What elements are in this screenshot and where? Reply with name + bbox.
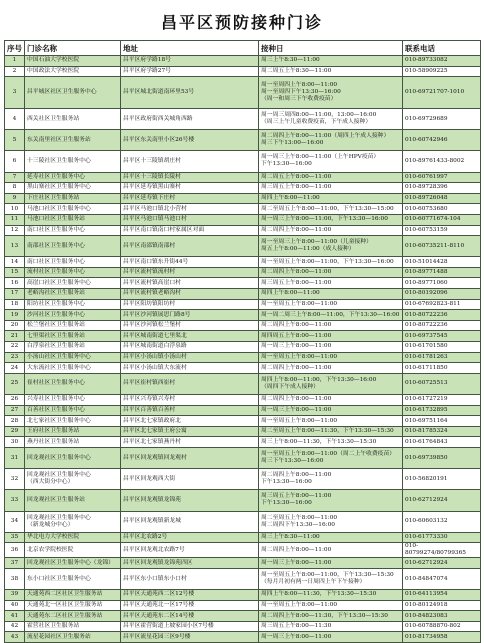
row-number: 28	[5, 416, 25, 427]
row-number: 12	[5, 225, 25, 236]
table-row	[5, 611, 481, 622]
clinic-phone: 010-81785324	[403, 426, 481, 437]
row-number: 7	[5, 172, 25, 183]
vaccination-days: 周一周三上午8:00—11:00	[259, 405, 403, 416]
row-number: 9	[5, 193, 25, 204]
vaccination-days: 周一至周五上午8:00—11:00	[259, 416, 403, 427]
clinic-name: 天通苑北一区社区卫生服务站	[25, 600, 121, 611]
row-number: 15	[5, 267, 25, 278]
vaccination-days: 周二周四上午8:00—11:00	[259, 543, 403, 558]
row-number: 35	[5, 532, 25, 543]
row-number: 26	[5, 395, 25, 406]
table-row	[5, 590, 481, 601]
clinic-address: 昌平区十三陵镇长陵村	[121, 172, 259, 183]
table-row	[5, 469, 481, 490]
clinic-name: 白浮泉社区卫生服务站	[25, 342, 121, 353]
vaccination-days: 周二周四上午8:00—11:30，下午13:30—15:30	[259, 611, 403, 622]
clinic-name: 东关南里社区卫生服务站	[25, 130, 121, 151]
clinic-phone: 010-61701580	[403, 342, 481, 353]
row-number: 34	[5, 511, 25, 532]
row-number: 3	[5, 77, 25, 109]
clinic-phone: 010-60761997	[403, 172, 481, 183]
vaccination-days: 周二周五上午8:00—11:00	[259, 172, 403, 183]
row-number: 42	[5, 621, 25, 632]
table-row	[5, 568, 481, 589]
clinic-phone: 010-61764843	[403, 437, 481, 448]
vaccination-days: 周一周三上午8:00—11:00	[259, 632, 403, 643]
table-row	[5, 310, 481, 321]
vaccination-days: 周一至周四上午8:00—11:00 周一至周四下午13:30—16:00 （周一和周三下午收费疫苗）	[259, 77, 403, 109]
clinic-name: 霍营社区卫生服务站	[25, 621, 121, 632]
clinic-name: 北京农学院校医院	[25, 543, 121, 558]
clinic-name: 回龙观社区卫生服务中心	[25, 447, 121, 468]
clinic-phone: 010-64113954	[403, 590, 481, 601]
row-number: 13	[5, 236, 25, 257]
vaccination-days: 周四上午8:00—11:00	[259, 193, 403, 204]
clinic-address: 昌平区百善镇百善村	[121, 405, 259, 416]
clinic-phone: 010-60725513	[403, 373, 481, 394]
clinic-name: 兴寿社区卫生服务中心	[25, 395, 121, 406]
clinic-table	[4, 40, 481, 643]
clinic-name: 南邵社区卫生服务中心	[25, 236, 121, 257]
clinic-address: 昌平区天通苑北一区17号楼	[121, 600, 259, 611]
table-row	[5, 373, 481, 394]
table-row	[5, 437, 481, 448]
row-number: 24	[5, 363, 25, 374]
row-number: 33	[5, 490, 25, 511]
clinic-address: 昌平区南口镇东升街44号	[121, 257, 259, 268]
clinic-address: 昌平区沙河镇松兰堡村	[121, 320, 259, 331]
clinic-name: 延寿社区卫生服务中心	[25, 172, 121, 183]
table-row	[5, 511, 481, 532]
clinic-name: 黑山寨社区卫生服务中心	[25, 183, 121, 194]
table-row	[5, 77, 481, 109]
clinic-address: 昌平区东小口镇东小口村	[121, 568, 259, 589]
clinic-phone: 010-60753680	[403, 204, 481, 215]
vaccination-days: 周三周五上午8:00—11:00	[259, 183, 403, 194]
clinic-name: 北七家社区卫生服务中心	[25, 416, 121, 427]
clinic-phone: 010-89761433-8002	[403, 151, 481, 172]
clinic-address: 昌平区政府街西关城角西路	[121, 108, 259, 129]
table-row	[5, 278, 481, 289]
clinic-name: 回龙观社区卫生服务站	[25, 490, 121, 511]
vaccination-days: 周一至周五上午8:00—11:00	[259, 352, 403, 363]
table-row	[5, 543, 481, 558]
row-number: 25	[5, 373, 25, 394]
vaccination-days: 周二周四上午8:00—11:00	[259, 225, 403, 236]
vaccination-days: 周四上午8:00—11:30，下午13:30—15:30	[259, 590, 403, 601]
vaccination-days: 周四上午8:00—11:00	[259, 289, 403, 300]
row-number: 6	[5, 151, 25, 172]
clinic-address: 昌平区马池口镇马池口村	[121, 214, 259, 225]
clinic-phone: 010-61773330	[403, 532, 481, 543]
clinic-phone: 010-60735211-8110	[403, 236, 481, 257]
vaccination-days: 周一至周五上午8:00—11:00，下午13:30—15:30 （每月月初有两一日周四上午下午接种）	[259, 568, 403, 589]
table-row	[5, 426, 481, 437]
row-number: 1	[5, 56, 25, 67]
vaccination-days: 周二周四上午8:00—11:00	[259, 320, 403, 331]
table-row	[5, 532, 481, 543]
vaccination-days: 周三周五上午8:00—11:30	[259, 621, 403, 632]
vaccination-days: 周三周五上午8:00—11:00 下午13:30—16:00	[259, 490, 403, 511]
clinic-phone: 010-61711850	[403, 363, 481, 374]
table-row	[5, 632, 481, 643]
clinic-address: 昌平区天通苑东二区14号楼	[121, 611, 259, 622]
clinic-address: 昌平区沙河镇展思门路8号	[121, 310, 259, 321]
clinic-address: 昌平区城北街道南环里53号	[121, 77, 259, 109]
row-number: 5	[5, 130, 25, 151]
page-title: 昌平区预防接种门诊	[160, 13, 323, 32]
clinic-name: 回龙观社区卫生服务中心 （新龙城分中心）	[25, 511, 121, 532]
row-number: 31	[5, 447, 25, 468]
row-number: 23	[5, 352, 25, 363]
table-row	[5, 56, 481, 67]
table-row	[5, 257, 481, 268]
row-number: 11	[5, 214, 25, 225]
clinic-phone: 010-84847074	[403, 568, 481, 589]
clinic-name: 沙河社区卫生服务中心	[25, 310, 121, 321]
clinic-address: 昌平区南口镇南口村家属区对面	[121, 225, 259, 236]
clinic-address: 昌平区延寿镇下庄村	[121, 193, 259, 204]
clinic-phone: 010-80799274/80799365	[403, 543, 481, 558]
row-number: 2	[5, 66, 25, 77]
vaccination-days: 周一周三上午8:00—11:00（上午HPV疫苗） 下午13:30—16:00	[259, 151, 403, 172]
clinic-name: 老峪沟社区卫生服务站	[25, 289, 121, 300]
clinic-name: 西关社区卫生服务站	[25, 108, 121, 129]
clinic-name: 南口社区卫生服务中心	[25, 225, 121, 236]
clinic-phone: 010-61781263	[403, 352, 481, 363]
row-number: 16	[5, 278, 25, 289]
table-row	[5, 66, 481, 77]
table-row	[5, 416, 481, 427]
vaccination-days: 周二周四上午8:00—11:00	[259, 363, 403, 374]
table-row	[5, 183, 481, 194]
clinic-phone: 010-84823083	[403, 611, 481, 622]
clinic-address: 昌平区回龙观镇龙锦苑四区	[121, 558, 259, 569]
clinic-address: 昌平区流村镇老峪沟村	[121, 289, 259, 300]
clinic-name: 七里渠社区卫生服务站	[25, 331, 121, 342]
table-row	[5, 331, 481, 342]
clinic-name: 小汤山社区卫生服务中心	[25, 352, 121, 363]
clinic-address: 昌平区城南街道白浮泉路	[121, 342, 259, 353]
clinic-address: 昌平区流村镇高崖口村	[121, 278, 259, 289]
vaccination-days: 周一周三上午8:00—11:00	[259, 558, 403, 569]
table-row	[5, 214, 481, 225]
table-row	[5, 363, 481, 374]
clinic-name: 东小口社区卫生服务中心	[25, 568, 121, 589]
header-address: 地址	[121, 41, 259, 56]
table-row	[5, 130, 481, 151]
clinic-phone: 010-60753159	[403, 225, 481, 236]
clinic-name: 松兰堡社区卫生服务站	[25, 320, 121, 331]
clinic-phone: 010-89771488	[403, 267, 481, 278]
clinic-name: 燕丹社区卫生服务站	[25, 437, 121, 448]
clinic-name: 阳坊社区卫生服务中心	[25, 299, 121, 310]
vaccination-days: 周一至周五上午8:00—11:00，下午13:30—16:00	[259, 257, 403, 268]
clinic-name: 华北电力大学校医院	[25, 532, 121, 543]
clinic-name: 天通苑西二区社区卫生服务站	[25, 590, 121, 601]
vaccination-days: 周一周三周四8:00—11:00，13:00—16:00 （周三上午儿童收费疫苗，下午成人接种）	[259, 108, 403, 129]
clinic-phone: 010-62712924	[403, 490, 481, 511]
clinic-phone: 010-67692823-811	[403, 299, 481, 310]
vaccination-days: 周二至周五上午8:00—11:00，下午13:30—15:00	[259, 204, 403, 215]
clinic-name: 百善社区卫生服务中心	[25, 405, 121, 416]
clinic-name: 王府社区卫生服务站	[25, 426, 121, 437]
vaccination-days: 周一周三上午8:00—11:00	[259, 342, 403, 353]
vaccination-days: 周二周四上午8:00—11:00	[259, 267, 403, 278]
table-row	[5, 558, 481, 569]
clinic-address: 昌平区府学路18号	[121, 56, 259, 67]
clinic-address: 昌平区小汤山镇大东流村	[121, 363, 259, 374]
header-clinic-name: 门诊名称	[25, 41, 121, 56]
table-row	[5, 395, 481, 406]
vaccination-days: 周二至周五上午8:00—11:00 周二周四下午13:30—16:00	[259, 511, 403, 532]
clinic-name: 高崖口社区卫生服务中心	[25, 278, 121, 289]
vaccination-days: 周三上午8:30—11:00	[259, 56, 403, 67]
clinic-phone: 010-80124918	[403, 600, 481, 611]
header-number: 序号	[5, 41, 25, 56]
clinic-phone: 010-60788870-802	[403, 621, 481, 632]
clinic-phone: 010-80722236	[403, 310, 481, 321]
clinic-phone: 010-69751164	[403, 416, 481, 427]
clinic-name: 崔村社区卫生服务中心	[25, 373, 121, 394]
vaccination-days: 周二周五上午8:30—11:00	[259, 66, 403, 77]
clinic-phone: 010-89726048	[403, 193, 481, 204]
row-number: 32	[5, 469, 25, 490]
row-number: 18	[5, 299, 25, 310]
row-number: 4	[5, 108, 25, 129]
row-number: 36	[5, 543, 25, 558]
vaccination-days: 周三上午8:30—11:00	[259, 532, 403, 543]
clinic-address: 昌平区回龙观镇新龙城	[121, 511, 259, 532]
row-number: 27	[5, 405, 25, 416]
table-row	[5, 172, 481, 183]
table-row	[5, 225, 481, 236]
clinic-phone: 010-69739850	[403, 447, 481, 468]
row-number: 10	[5, 204, 25, 215]
clinic-phone: 010-61732895	[403, 405, 481, 416]
clinic-phone: 010-56820191	[403, 469, 481, 490]
table-row	[5, 193, 481, 204]
vaccination-days: 周一至周五上午8:00—11:00（周二上午收费疫苗） 周三下午13:30—16:00	[259, 447, 403, 468]
clinic-address: 昌平区流村镇流村村	[121, 267, 259, 278]
table-row	[5, 490, 481, 511]
clinic-address: 昌平区小汤山镇小汤山村	[121, 352, 259, 363]
row-number: 30	[5, 437, 25, 448]
header-vaccination-days: 接种日	[259, 41, 403, 56]
clinic-phone: 010-60742946	[403, 130, 481, 151]
clinic-phone: 010-89733082	[403, 56, 481, 67]
clinic-phone: 010-62712924	[403, 558, 481, 569]
row-number: 8	[5, 183, 25, 194]
table-row	[5, 405, 481, 416]
clinic-address: 昌平区流星花园三区9号楼	[121, 632, 259, 643]
vaccination-days: 周三周五上午8:00—11:00	[259, 278, 403, 289]
clinic-address: 昌平区回龙观镇龙锦苑	[121, 490, 259, 511]
table-row	[5, 352, 481, 363]
clinic-address: 昌平区崔村镇西崔村	[121, 373, 259, 394]
vaccination-days: 周四周五上午8:00—11:00	[259, 331, 403, 342]
vaccination-days: 周一周二周三上午8:00—11:00，下午13:30—16:00	[259, 310, 403, 321]
vaccination-days: 周二周四上午8:00—11:00（周四上午成人接种） 周三下午13:00—16:00	[259, 130, 403, 151]
clinic-name: 回龙观社区卫生服务中心 （西大街分中心）	[25, 469, 121, 490]
vaccination-days: 周一至周三上午8:00—11:00（儿童接种） 周五上午8:00—11:00（成人接种）	[259, 236, 403, 257]
table-body	[5, 56, 481, 643]
clinic-address: 昌平区回龙观北农路7号	[121, 543, 259, 558]
clinic-address: 昌平区延寿镇黑山寨村	[121, 183, 259, 194]
clinic-address: 昌平区天通苑西二区12号楼	[121, 590, 259, 601]
clinic-address: 昌平区马池口镇北小营村	[121, 204, 259, 215]
clinic-phone: 010-58909225	[403, 66, 481, 77]
clinic-address: 昌平区城南街道七里渠北	[121, 331, 259, 342]
clinic-name: 中国政法大学校医院	[25, 66, 121, 77]
vaccination-days: 周二周四上午8:00—11:00 下午13:30—16:00	[259, 469, 403, 490]
clinic-phone: 010-51014428	[403, 257, 481, 268]
vaccination-days: 周一周三上午8:00—11:00，下午13:30—16:00	[259, 214, 403, 225]
table-row	[5, 342, 481, 353]
clinic-phone: 010-80192096	[403, 289, 481, 300]
header-phone: 联系电话	[403, 41, 481, 56]
clinic-phone: 010-81734958	[403, 632, 481, 643]
clinic-address: 昌平区阳坊镇阳坊村	[121, 299, 259, 310]
clinic-address: 昌平区十三陵镇胡庄村	[121, 151, 259, 172]
table-row	[5, 299, 481, 310]
clinic-address: 昌平区北七家镇燕丹村	[121, 437, 259, 448]
clinic-address: 昌平区府学路27号	[121, 66, 259, 77]
clinic-name: 天通苑东二区社区卫生服务站	[25, 611, 121, 622]
row-number: 17	[5, 289, 25, 300]
clinic-address: 昌平区北农路2号	[121, 532, 259, 543]
table-header-row	[5, 41, 481, 56]
row-number: 19	[5, 310, 25, 321]
table-row	[5, 267, 481, 278]
row-number: 39	[5, 590, 25, 601]
clinic-name: 十三陵社区卫生服务中心	[25, 151, 121, 172]
table-row	[5, 204, 481, 215]
table-row	[5, 236, 481, 257]
clinic-address: 昌平区北七家镇王府公寓	[121, 426, 259, 437]
clinic-address: 昌平区兴寿镇兴寿村	[121, 395, 259, 406]
vaccination-days: 周二至周五上午8:00—11:30，下午13:30—15:30	[259, 426, 403, 437]
clinic-phone: 010-60771674-104	[403, 214, 481, 225]
clinic-address: 昌平区霍营街道上坡家园小区7号楼	[121, 621, 259, 632]
clinic-address: 昌平区北七家镇政府北	[121, 416, 259, 427]
clinic-phone: 010-69721707-1010	[403, 77, 481, 109]
clinic-phone: 010-89728396	[403, 183, 481, 194]
vaccination-days: 周二周四上午8:00—11:00	[259, 395, 403, 406]
clinic-phone: 010-60603132	[403, 511, 481, 532]
table-row	[5, 447, 481, 468]
clinic-phone: 010-89771060	[403, 278, 481, 289]
clinic-name: 南口社区卫生服务中心	[25, 257, 121, 268]
clinic-name: 中国石油大学校医院	[25, 56, 121, 67]
table-row	[5, 289, 481, 300]
table-row	[5, 600, 481, 611]
clinic-address: 昌平区东关南里小区26号楼	[121, 130, 259, 151]
table-row	[5, 108, 481, 129]
row-number: 37	[5, 558, 25, 569]
row-number: 21	[5, 331, 25, 342]
table-row	[5, 151, 481, 172]
clinic-name: 马池口社区卫生服务站	[25, 214, 121, 225]
row-number: 38	[5, 568, 25, 589]
clinic-address: 昌平区南邵镇南邵村	[121, 236, 259, 257]
row-number: 22	[5, 342, 25, 353]
vaccination-days: 周四上午8:00—11:00，下午13:30—16:00 （周四下午成人接种）	[259, 373, 403, 394]
table-row	[5, 621, 481, 632]
clinic-name: 回龙观社区卫生服务中心（龙锦）	[25, 558, 121, 569]
clinic-name: 大东流社区卫生服务中心	[25, 363, 121, 374]
clinic-name: 昌平城区社区卫生服务中心	[25, 77, 121, 109]
clinic-phone: 010-80722236	[403, 320, 481, 331]
row-number: 40	[5, 600, 25, 611]
vaccination-days: 周三上午8:00—11:30，下午13:30—15:30	[259, 437, 403, 448]
table-row	[5, 320, 481, 331]
clinic-phone: 010-69737545	[403, 331, 481, 342]
clinic-address: 昌平区回龙观西大街	[121, 469, 259, 490]
clinic-name: 下庄社区卫生服务站	[25, 193, 121, 204]
vaccination-days: 周一至周五上午8:00—11:00	[259, 600, 403, 611]
row-number: 43	[5, 632, 25, 643]
row-number: 20	[5, 320, 25, 331]
clinic-name: 马池口社区卫生服务中心	[25, 204, 121, 215]
row-number: 14	[5, 257, 25, 268]
clinic-name: 流星花园社区卫生服务站	[25, 632, 121, 643]
row-number: 41	[5, 611, 25, 622]
clinic-address: 昌平区回龙观镇回龙观村	[121, 447, 259, 468]
clinic-phone: 010-69729689	[403, 108, 481, 129]
clinic-phone: 010-61727219	[403, 395, 481, 406]
clinic-name: 流村社区卫生服务中心	[25, 267, 121, 278]
vaccination-days: 周一至周五上午8:00—11:00	[259, 299, 403, 310]
row-number: 29	[5, 426, 25, 437]
